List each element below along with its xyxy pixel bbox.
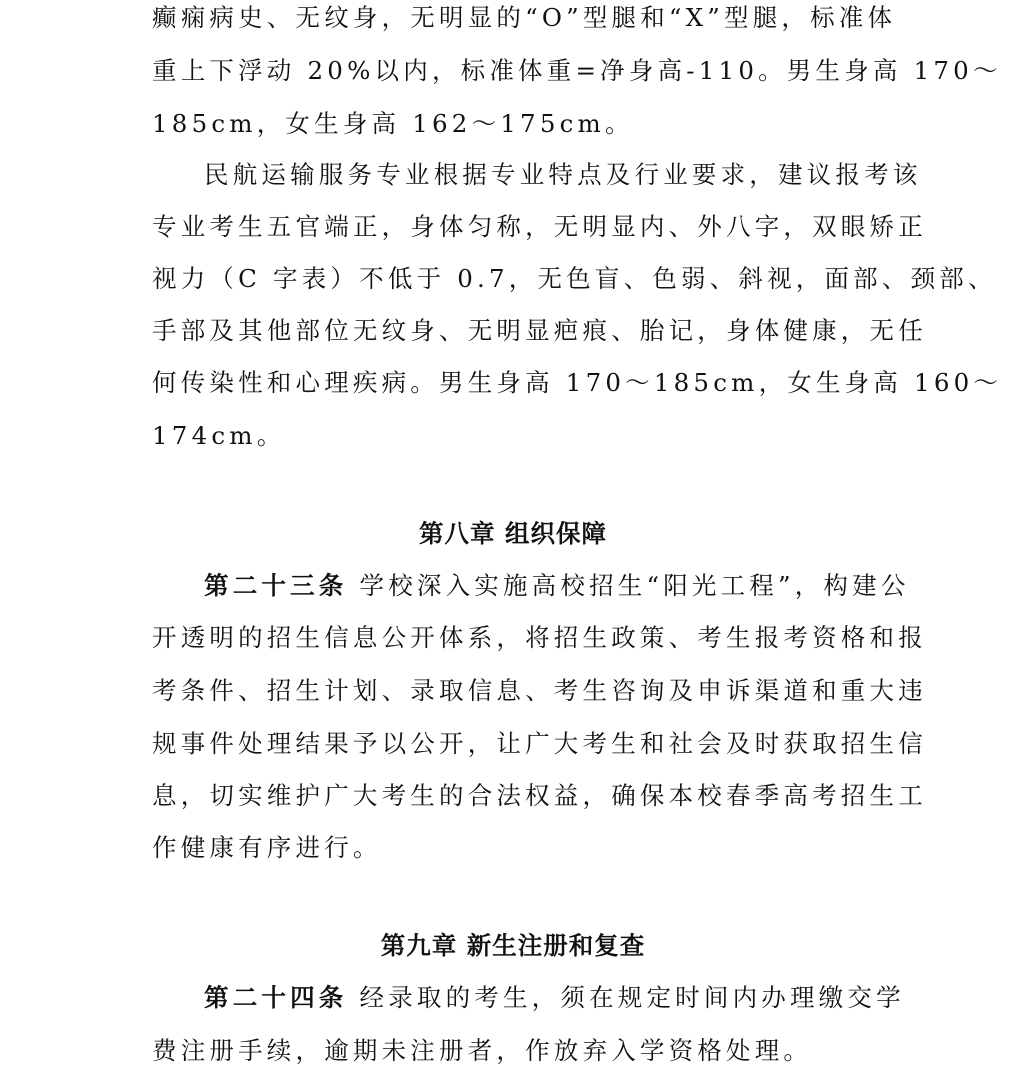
article-label: 第二十三条 [204,571,348,600]
paragraph-line: 重上下浮动 20%以内，标准体重=净身高-110。男生身高 170～ [152,56,1002,85]
article-label: 第二十四条 [204,983,348,1012]
paragraph-line: 民航运输服务专业根据专业特点及行业要求，建议报考该 [204,160,922,189]
paragraph-line: 作健康有序进行。 [152,833,382,862]
paragraph-line: 规事件处理结果予以公开，让广大考生和社会及时获取招生信 [152,729,927,758]
paragraph-line: 185cm，女生身高 162～175cm。 [152,109,634,138]
paragraph-line: 癫痫病史、无纹身，无明显的“O”型腿和“X”型腿，标准体 [152,3,897,32]
paragraph-line: 息，切实维护广大考生的合法权益，确保本校春季高考招生工 [152,781,927,810]
paragraph-line: 专业考生五官端正，身体匀称，无明显内、外八字，双眼矫正 [152,212,927,241]
article-first-line [204,571,910,601]
paragraph-line: 考条件、招生计划、录取信息、考生咨询及申诉渠道和重大违 [152,676,927,705]
chapter-heading: 第九章 新生注册和复查 [380,931,646,960]
paragraph-line: 开透明的招生信息公开体系，将招生政策、考生报考资格和报 [152,623,927,652]
article-text: 学校深入实施高校招生“阳光工程”，构建公 [347,571,910,600]
chapter-heading: 第八章 组织保障 [418,519,608,548]
article-text: 经录取的考生，须在规定时间内办理缴交学 [347,983,905,1012]
paragraph-line: 视力（C 字表）不低于 0.7，无色盲、色弱、斜视，面部、颈部、 [152,264,997,293]
paragraph-line: 费注册手续，逾期未注册者，作放弃入学资格处理。 [152,1036,813,1065]
article-first-line [204,983,905,1013]
paragraph-line: 手部及其他部位无纹身、无明显疤痕、胎记，身体健康，无任 [152,316,927,345]
paragraph-line: 174cm。 [152,421,286,450]
paragraph-line: 何传染性和心理疾病。男生身高 170～185cm，女生身高 160～ [152,368,1003,397]
